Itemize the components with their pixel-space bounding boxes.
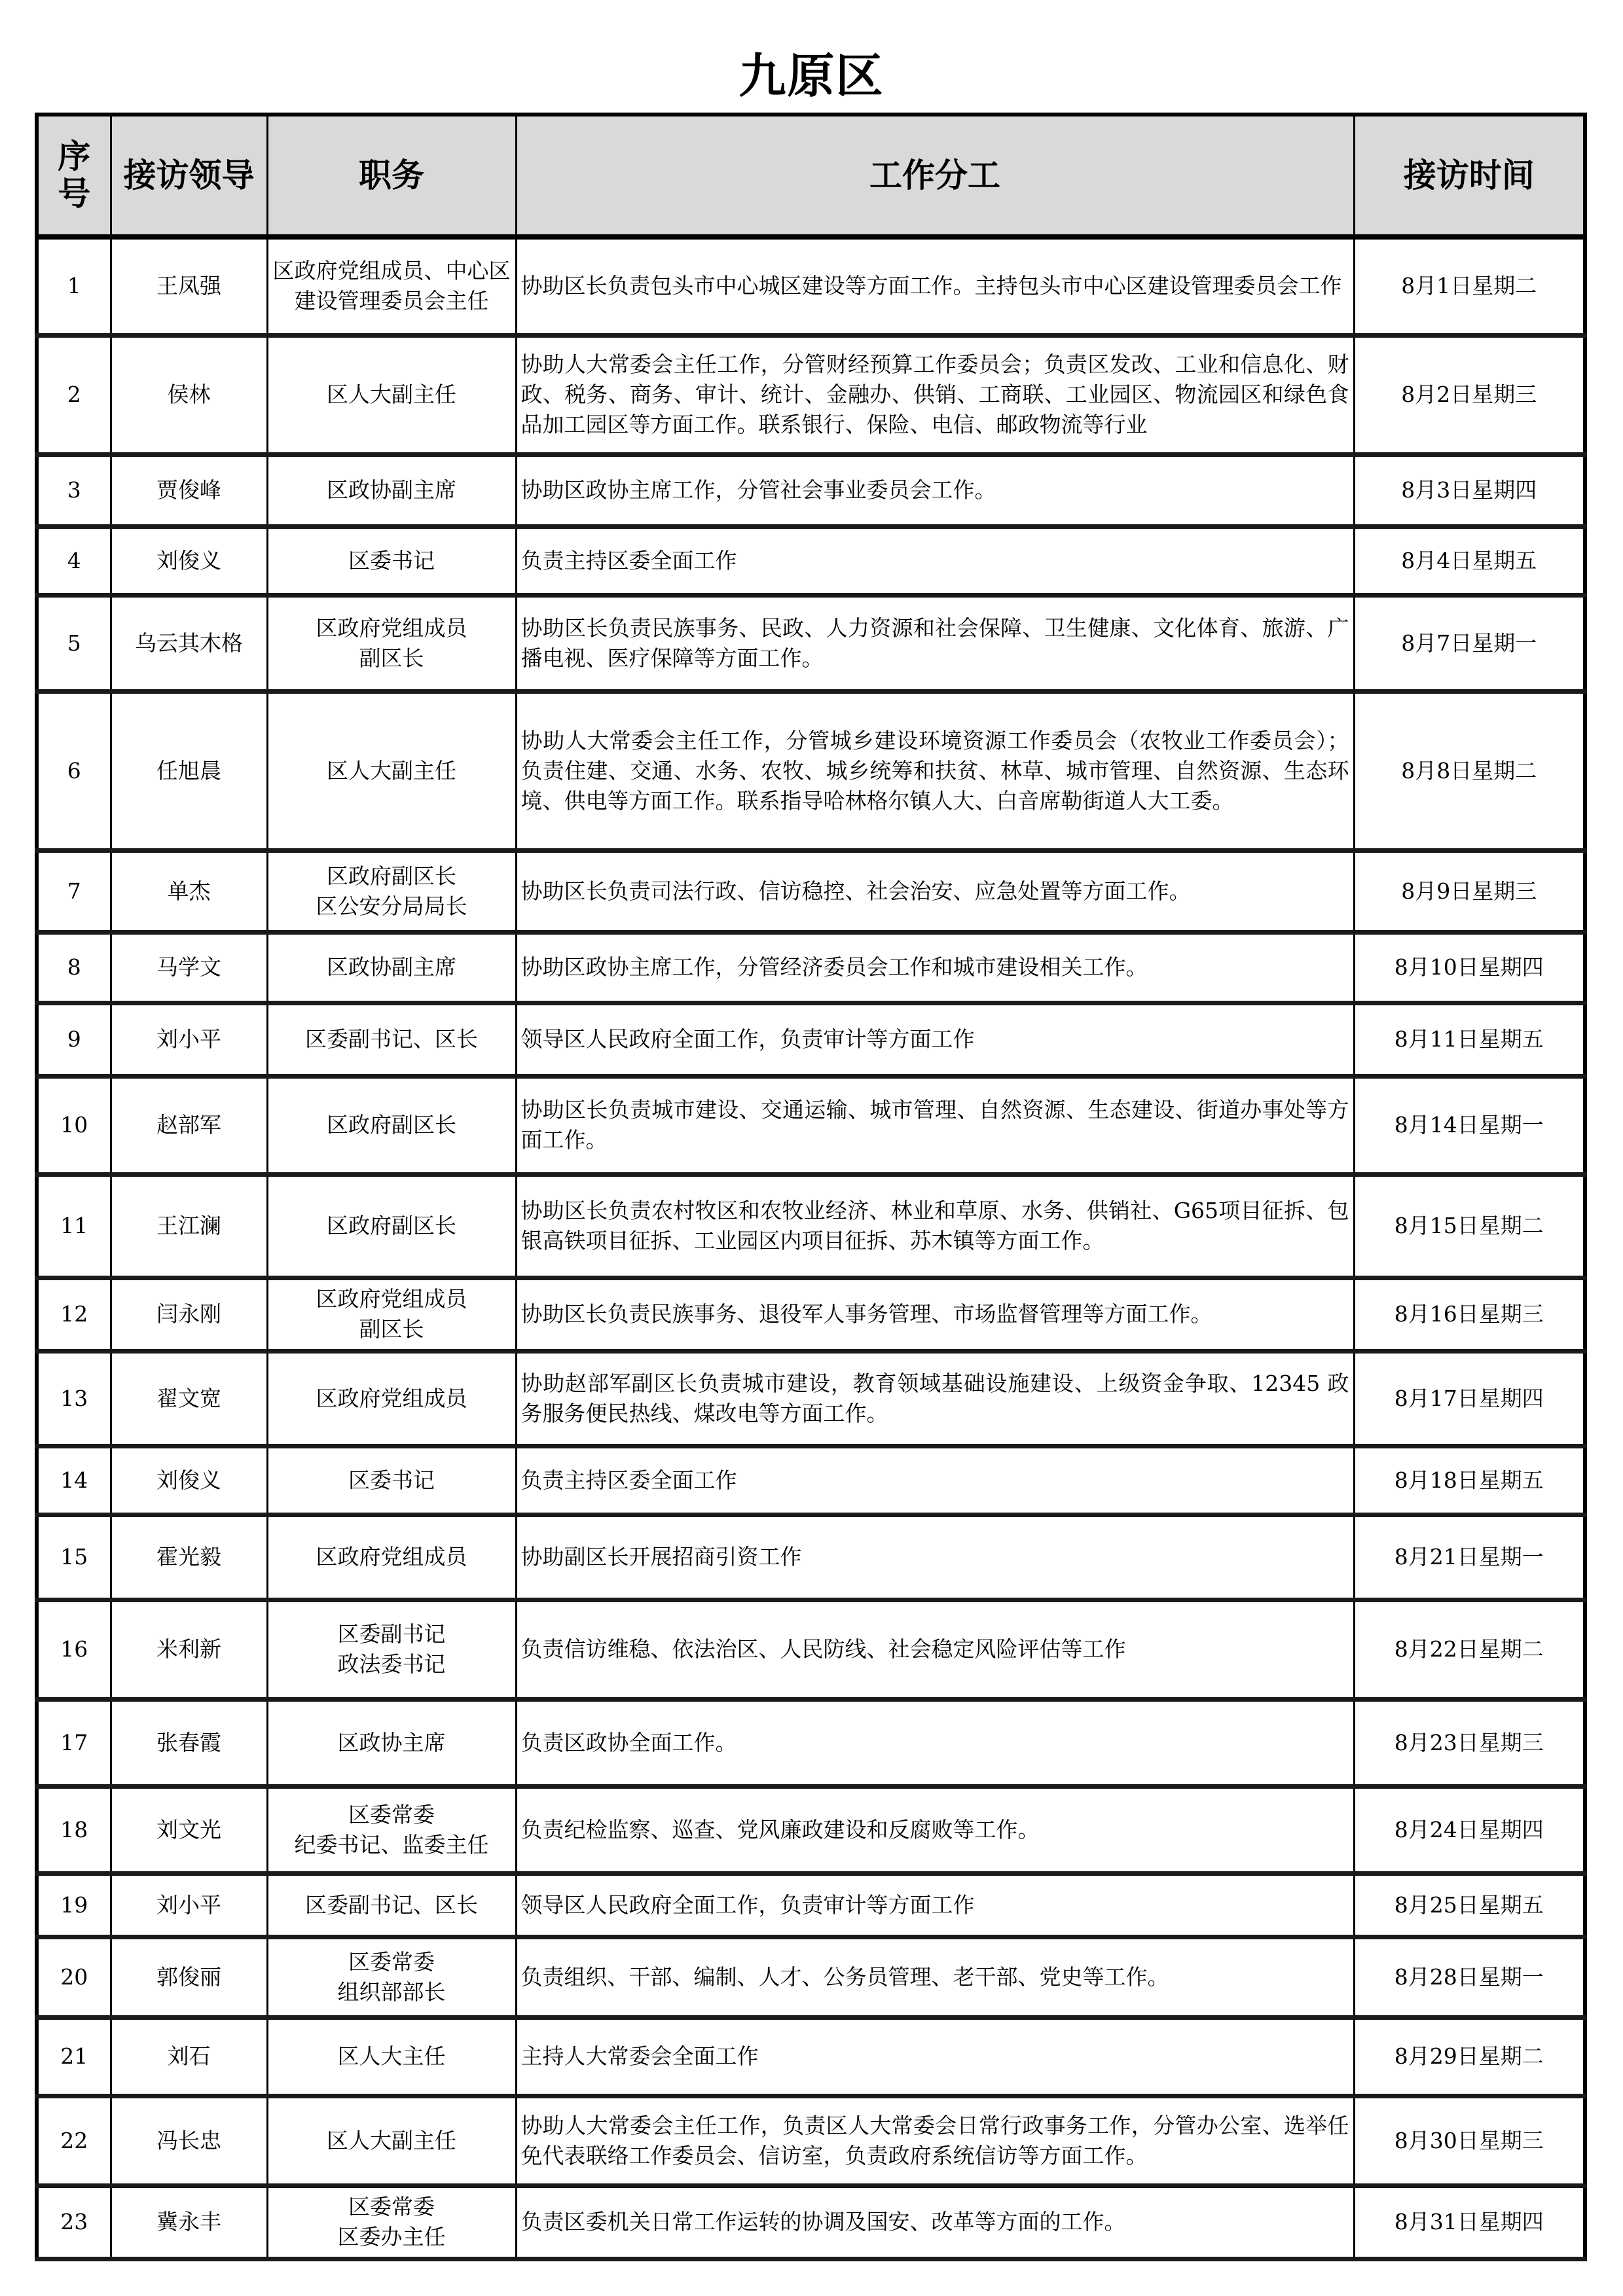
leader-name: 赵部军 (111, 1076, 267, 1174)
duties-cell (516, 1174, 1354, 1278)
table-row (37, 1873, 1585, 1937)
row-number: 2 (37, 335, 111, 454)
row-number: 6 (37, 691, 111, 850)
row-number: 11 (37, 1174, 111, 1278)
table-row (37, 691, 1585, 850)
leader-name: 王江澜 (111, 1174, 267, 1278)
position-line: 区委常委 (348, 1948, 435, 1975)
row-number: 22 (37, 2096, 111, 2185)
duties-text: 主持人大常委会全面工作 (520, 2043, 759, 2069)
duties-text: 协助区长负责农村牧区和农牧业经济、林业和草原、水务、供销社、G65项目征拆、包银高铁项目征拆、工业园区内项目征拆、苏木镇等方面工作。 (520, 1198, 1349, 1253)
row-number: 10 (37, 1076, 111, 1174)
row-number: 17 (37, 1699, 111, 1786)
header-seq (37, 115, 111, 237)
reception-time: 8月10日星期四 (1354, 932, 1585, 1003)
duties-cell (516, 595, 1354, 691)
position-line: 区政府副区长 (327, 1112, 456, 1138)
position-line: 区人大副主任 (327, 382, 456, 407)
row-number: 16 (37, 1600, 111, 1699)
position-cell (267, 526, 516, 595)
duties-text: 领导区人民政府全面工作，负责审计等方面工作 (520, 1026, 975, 1052)
row-number: 3 (37, 454, 111, 526)
reception-time: 8月24日星期四 (1354, 1786, 1585, 1873)
row-number: 5 (37, 595, 111, 691)
duties-cell (516, 1351, 1354, 1446)
position-line: 区人大副主任 (327, 757, 456, 783)
table-row (37, 1937, 1585, 2017)
reception-time: 8月23日星期三 (1354, 1699, 1585, 1786)
duties-text: 负责信访维稳、依法治区、人民防线、社会稳定风险评估等工作 (520, 1636, 1126, 1662)
leader-name: 刘俊义 (111, 526, 267, 595)
leader-name: 米利新 (111, 1600, 267, 1699)
position-line: 区政协副主席 (327, 954, 456, 980)
duties-cell (516, 2017, 1354, 2096)
duties-text: 协助副区长开展招商引资工作 (520, 1544, 802, 1570)
leader-name: 翟文宽 (111, 1351, 267, 1446)
header-duties: 工作分工 (516, 115, 1354, 237)
row-number: 14 (37, 1446, 111, 1515)
position-cell (267, 1699, 516, 1786)
position-cell (267, 850, 516, 932)
position-line: 副区长 (359, 1316, 424, 1342)
position-cell (267, 1351, 516, 1446)
reception-time: 8月18日星期五 (1354, 1446, 1585, 1515)
table-row (37, 595, 1585, 691)
position-line: 区委书记 (348, 547, 435, 573)
duties-cell (516, 335, 1354, 454)
position-line: 区政府党组成员、中心区建设管理委员会主任 (272, 258, 511, 314)
reception-time: 8月22日星期二 (1354, 1600, 1585, 1699)
header-time: 接访时间 (1354, 115, 1585, 237)
duties-text: 负责主持区委全面工作 (520, 547, 737, 573)
leader-name: 刘小平 (111, 1003, 267, 1076)
duties-text: 协助人大常委会主任工作，分管城乡建设环境资源工作委员会（农牧业工作委员会）；负责住建、交通、水务、农牧、城乡统筹和扶贫、林草、城市管理、自然资源、生态环境、供电等方面工作。联系指导哈林格尔镇人大、白音席勒街道人大工委。 (520, 727, 1349, 814)
row-number: 1 (37, 237, 111, 335)
page-title: 九原区 (739, 48, 884, 103)
position-cell (267, 932, 516, 1003)
row-number: 19 (37, 1873, 111, 1937)
leader-name: 郭俊丽 (111, 1937, 267, 2017)
position-line: 区委副书记、区长 (305, 1892, 478, 1918)
reception-time: 8月9日星期三 (1354, 850, 1585, 932)
duties-cell (516, 1515, 1354, 1600)
duties-cell (516, 932, 1354, 1003)
reception-schedule-table (35, 113, 1587, 2261)
leader-name: 闫永刚 (111, 1278, 267, 1351)
table-row (37, 2017, 1585, 2096)
reception-time: 8月30日星期三 (1354, 2096, 1585, 2185)
reception-time: 8月21日星期一 (1354, 1515, 1585, 1600)
duties-text: 负责区委机关日常工作运转的协调及国安、改革等方面的工作。 (520, 2209, 1126, 2234)
position-cell (267, 691, 516, 850)
position-cell (267, 454, 516, 526)
position-cell (267, 595, 516, 691)
table-row (37, 932, 1585, 1003)
table-row (37, 1278, 1585, 1351)
table-row (37, 2185, 1585, 2259)
table-row (37, 1174, 1585, 1278)
leader-name: 乌云其木格 (111, 595, 267, 691)
row-number: 7 (37, 850, 111, 932)
position-line: 区政协副主席 (327, 477, 456, 503)
duties-text: 负责区政协全面工作。 (520, 1729, 737, 1755)
duties-cell (516, 1278, 1354, 1351)
position-cell (267, 2017, 516, 2096)
position-line: 区政府党组成员 (316, 1385, 467, 1411)
leader-name: 冀永丰 (111, 2185, 267, 2259)
position-line: 区政府党组成员 (316, 615, 467, 641)
duties-cell (516, 526, 1354, 595)
position-line: 区政府副区长 (327, 1213, 456, 1238)
position-cell (267, 1003, 516, 1076)
row-number: 8 (37, 932, 111, 1003)
leader-name: 任旭晨 (111, 691, 267, 850)
duties-cell (516, 237, 1354, 335)
row-number: 20 (37, 1937, 111, 2017)
position-line: 区委副书记、区长 (305, 1026, 478, 1052)
header-leader: 接访领导 (111, 115, 267, 237)
table-row (37, 1351, 1585, 1446)
reception-time: 8月16日星期三 (1354, 1278, 1585, 1351)
leader-name: 单杰 (111, 850, 267, 932)
duties-cell (516, 1003, 1354, 1076)
position-line: 区委常委 (348, 1801, 435, 1827)
table-row (37, 454, 1585, 526)
position-line: 区委办主任 (337, 2224, 446, 2250)
leader-name: 张春霞 (111, 1699, 267, 1786)
position-cell (267, 1174, 516, 1278)
reception-time: 8月25日星期五 (1354, 1873, 1585, 1937)
position-cell (267, 335, 516, 454)
table-body (37, 237, 1585, 2259)
table-row (37, 1076, 1585, 1174)
duties-text: 协助赵部军副区长负责城市建设，教育领域基础设施建设、上级资金争取、12345 政务服务便民热线、煤改电等方面工作。 (520, 1370, 1349, 1426)
leader-name: 贾俊峰 (111, 454, 267, 526)
row-number: 23 (37, 2185, 111, 2259)
duties-text: 协助区长负责民族事务、退役军人事务管理、市场监督管理等方面工作。 (520, 1301, 1213, 1327)
table-row (37, 1003, 1585, 1076)
leader-name: 霍光毅 (111, 1515, 267, 1600)
duties-text: 协助区长负责城市建设、交通运输、城市管理、自然资源、生态建设、街道办事处等方面工作。 (520, 1097, 1349, 1153)
duties-text: 协助区长负责司法行政、信访稳控、社会治安、应急处置等方面工作。 (520, 878, 1191, 904)
row-number: 15 (37, 1515, 111, 1600)
duties-text: 协助人大常委会主任工作，分管财经预算工作委员会；负责区发改、工业和信息化、财政、税务、商务、审计、统计、金融办、供销、工商联、工业园区、物流园区和绿色食品加工园区等方面工作。联系银行、保险、电信、邮政物流等行业 (520, 351, 1349, 437)
reception-time: 8月3日星期四 (1354, 454, 1585, 526)
reception-time: 8月11日星期五 (1354, 1003, 1585, 1076)
table-row (37, 237, 1585, 335)
duties-text: 协助人大常委会主任工作，负责区人大常委会日常行政事务工作，分管办公室、选举任免代表联络工作委员会、信访室，负责政府系统信访等方面工作。 (520, 2112, 1349, 2168)
reception-time: 8月8日星期二 (1354, 691, 1585, 850)
position-line: 副区长 (359, 645, 424, 671)
duties-cell (516, 2096, 1354, 2185)
reception-time: 8月2日星期三 (1354, 335, 1585, 454)
duties-cell (516, 1873, 1354, 1937)
position-line: 区政府党组成员 (316, 1286, 467, 1312)
duties-cell (516, 1699, 1354, 1786)
duties-text: 负责组织、干部、编制、人才、公务员管理、老干部、党史等工作。 (520, 1964, 1169, 1990)
reception-time: 8月28日星期一 (1354, 1937, 1585, 2017)
reception-time: 8月4日星期五 (1354, 526, 1585, 595)
reception-time: 8月31日星期四 (1354, 2185, 1585, 2259)
leader-name: 侯林 (111, 335, 267, 454)
table-row (37, 1515, 1585, 1600)
header-position: 职务 (267, 115, 516, 237)
position-cell (267, 237, 516, 335)
position-cell (267, 1600, 516, 1699)
position-cell (267, 1076, 516, 1174)
row-number: 18 (37, 1786, 111, 1873)
position-line: 区公安分局局长 (316, 893, 467, 919)
duties-cell (516, 1786, 1354, 1873)
table-row (37, 850, 1585, 932)
row-number: 9 (37, 1003, 111, 1076)
duties-text: 负责主持区委全面工作 (520, 1467, 737, 1493)
position-line: 区委书记 (348, 1467, 435, 1493)
position-line: 组织部部长 (337, 1979, 446, 2005)
position-line: 区人大主任 (337, 2043, 446, 2069)
position-line: 区人大副主任 (327, 2127, 456, 2153)
position-cell (267, 2185, 516, 2259)
position-line: 纪委书记、监委主任 (294, 1831, 489, 1857)
table-row (37, 1699, 1585, 1786)
duties-cell (516, 691, 1354, 850)
position-line: 区政府党组成员 (316, 1544, 467, 1570)
duties-text: 领导区人民政府全面工作，负责审计等方面工作 (520, 1892, 975, 1918)
reception-time: 8月1日星期二 (1354, 237, 1585, 335)
duties-cell (516, 454, 1354, 526)
leader-name: 马学文 (111, 932, 267, 1003)
position-cell (267, 2096, 516, 2185)
reception-time: 8月17日星期四 (1354, 1351, 1585, 1446)
duties-text: 协助区长负责包头市中心城区建设等方面工作。主持包头市中心区建设管理委员会工作 (520, 273, 1342, 299)
position-cell (267, 1446, 516, 1515)
table-row (37, 1446, 1585, 1515)
duties-cell (516, 1937, 1354, 2017)
leader-name: 王凤强 (111, 237, 267, 335)
leader-name: 刘小平 (111, 1873, 267, 1937)
table-row (37, 2096, 1585, 2185)
leader-name: 冯长忠 (111, 2096, 267, 2185)
duties-text: 负责纪检监察、巡查、党风廉政建设和反腐败等工作。 (520, 1816, 1040, 1842)
row-number: 13 (37, 1351, 111, 1446)
row-number: 12 (37, 1278, 111, 1351)
position-line: 政法委书记 (337, 1651, 446, 1677)
duties-text: 协助区政协主席工作，分管社会事业委员会工作。 (520, 477, 996, 503)
row-number: 4 (37, 526, 111, 595)
duties-cell (516, 1076, 1354, 1174)
reception-time: 8月15日星期二 (1354, 1174, 1585, 1278)
duties-text: 协助区政协主席工作，分管经济委员会工作和城市建设相关工作。 (520, 954, 1148, 980)
leader-name: 刘石 (111, 2017, 267, 2096)
reception-time: 8月7日星期一 (1354, 595, 1585, 691)
reception-time: 8月29日星期二 (1354, 2017, 1585, 2096)
position-line: 区委常委 (348, 2194, 435, 2219)
table-row (37, 526, 1585, 595)
position-cell (267, 1937, 516, 2017)
position-line: 区政协主席 (337, 1729, 446, 1755)
position-cell (267, 1278, 516, 1351)
duties-text: 协助区长负责民族事务、民政、人力资源和社会保障、卫生健康、文化体育、旅游、广播电视、医疗保障等方面工作。 (520, 615, 1349, 671)
duties-cell (516, 850, 1354, 932)
position-line: 区政府副区长 (327, 863, 456, 889)
leader-name: 刘文光 (111, 1786, 267, 1873)
table-row (37, 1786, 1585, 1873)
leader-name: 刘俊义 (111, 1446, 267, 1515)
duties-cell (516, 2185, 1354, 2259)
table-row (37, 1600, 1585, 1699)
position-cell (267, 1515, 516, 1600)
header-seq-line2: 号 (58, 175, 91, 213)
duties-cell (516, 1600, 1354, 1699)
table-header-row (37, 115, 1585, 237)
position-cell (267, 1786, 516, 1873)
header-seq-line1: 序 (58, 137, 91, 175)
position-cell (267, 1873, 516, 1937)
row-number: 21 (37, 2017, 111, 2096)
reception-time: 8月14日星期一 (1354, 1076, 1585, 1174)
position-line: 区委副书记 (337, 1621, 446, 1647)
duties-cell (516, 1446, 1354, 1515)
table-row (37, 335, 1585, 454)
